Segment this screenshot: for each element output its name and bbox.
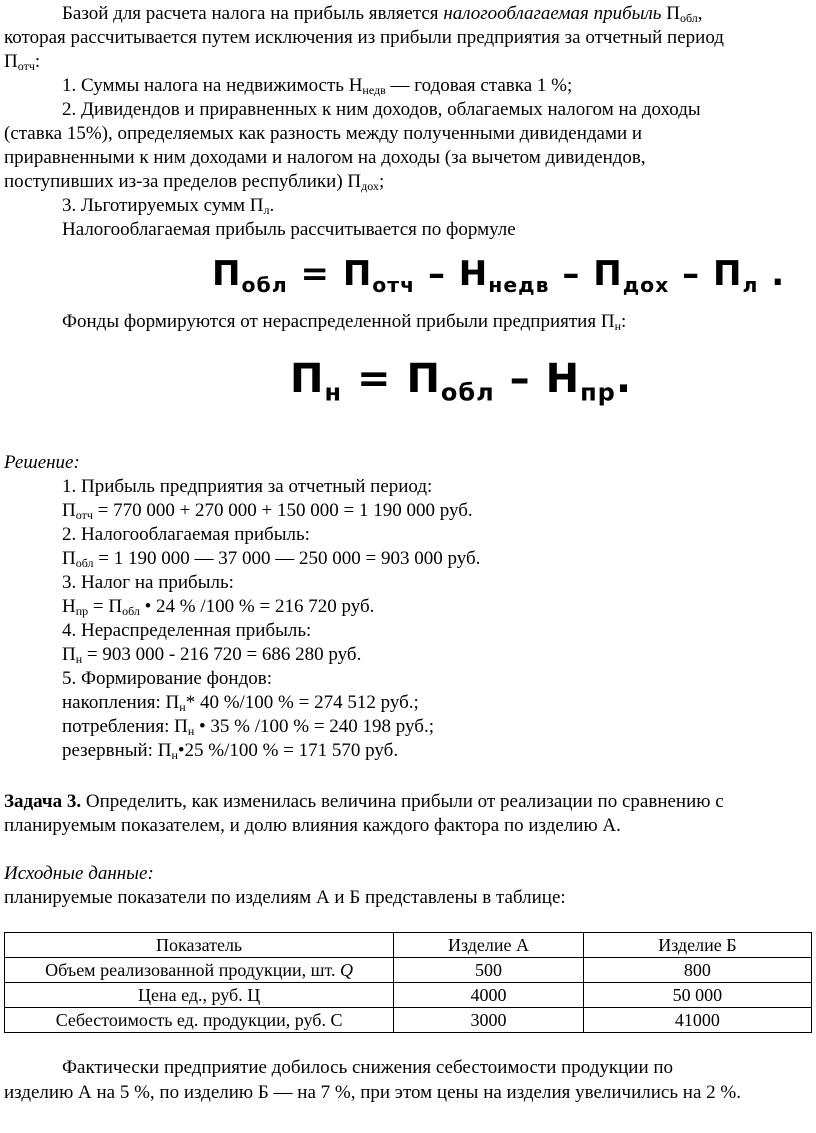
calc-sub: н: [75, 652, 83, 666]
table-cell: 800: [583, 958, 811, 983]
calc-sub: пр: [75, 604, 89, 618]
calc-symbol: П: [62, 644, 76, 665]
calc-expression: = 1 190 000 — 37 000 — 250 000 = 903 000 руб.: [93, 548, 481, 569]
table-header-cell: Изделие А: [394, 933, 584, 958]
calc-expression: = 903 000 - 216 720 = 686 280 руб.: [82, 644, 362, 665]
f2-sub: н: [324, 378, 343, 407]
item-2-text: поступивших из-за пределов республики) П: [4, 171, 362, 192]
table-row: [5, 1008, 812, 1033]
item-2-line-4: [4, 170, 384, 194]
item-2-line-1: 2. Дивидендов и приравненных к ним доходов, облагаемых налогом на доходы: [62, 99, 701, 120]
item-1-sub: недв: [362, 83, 386, 97]
formula-intro: Налогооблагаемая прибыль рассчитывается по формуле: [62, 219, 516, 240]
calc-sub: обл: [122, 604, 140, 618]
calc-expression: • 35 % /100 % = 240 198 руб.;: [194, 716, 434, 737]
task3-text: Определить, как изменилась величина прибыли от реализации по сравнению с: [81, 791, 724, 812]
formula-retained-profit: [290, 356, 633, 407]
row-label: Объем реализованной продукции, шт.: [45, 960, 340, 980]
f1-sub: обл: [241, 273, 288, 298]
fund-label: накопления: П: [62, 692, 180, 713]
solution-heading-text: Решение:: [4, 452, 80, 473]
item-2-sub: дох: [361, 179, 379, 193]
task3-label: Задача 3.: [4, 791, 82, 812]
solution-step-3-calc: [62, 595, 374, 619]
fund-accumulation: [62, 691, 419, 715]
table-cell: 500: [394, 958, 584, 983]
table-header-cell: Показатель: [5, 933, 394, 958]
funds-line: [62, 310, 626, 334]
solution-step-1-calc: [62, 499, 473, 523]
row-label: Себестоимость ед. продукции, руб. С: [55, 1010, 343, 1030]
solution-step-2-calc: [62, 547, 480, 571]
funds-sub: н: [614, 319, 621, 333]
f2-term: = П: [342, 356, 441, 402]
closing-line-2: изделию А на 5 %, по изделию Б — на 7 %, при этом цены на изделия увеличились на 2 %.: [4, 1082, 741, 1103]
table-cell: 41000: [583, 1008, 811, 1033]
f1-sub: недв: [488, 273, 550, 298]
f1-term: П: [212, 254, 242, 294]
intro-symbol-otch: П: [4, 51, 18, 72]
calc-sub: н: [171, 748, 178, 762]
f2-term: П: [290, 356, 325, 402]
f1-term: – П: [669, 254, 743, 294]
solution-step-5: 5. Формирование фондов:: [62, 668, 272, 689]
intro-colon: :: [34, 51, 41, 72]
fund-consumption: [62, 715, 434, 739]
calc-sub: н: [187, 724, 195, 738]
f1-sub: л: [742, 273, 759, 298]
planned-indicators-table: [4, 932, 812, 1033]
item-1-rest: — годовая ставка 1 %;: [385, 75, 573, 96]
intro-line-2: которая рассчитывается путем исключения из прибыли предприятия за отчетный период: [4, 27, 724, 48]
solution-step-1: 1. Прибыль предприятия за отчетный период:: [62, 476, 433, 497]
calc-symbol: = П: [88, 596, 123, 617]
item-2-punct: ;: [378, 171, 385, 192]
item-3: [62, 194, 274, 218]
funds-text: Фонды формируются от нераспределенной прибыли предприятия П: [62, 311, 615, 332]
calc-symbol: П: [62, 548, 76, 569]
intro-symbol-otch-sub: отч: [17, 59, 35, 73]
fund-label: резервный: П: [62, 740, 172, 761]
table-row: [5, 983, 812, 1008]
solution-step-4: 4. Нераспределенная прибыль:: [62, 620, 312, 641]
task3-line-1: [4, 790, 724, 814]
calc-expression: • 24 % /100 % = 216 720 руб.: [139, 596, 375, 617]
funds-colon: :: [620, 311, 627, 332]
calc-sub: н: [179, 700, 186, 714]
source-text: планируемые показатели по изделиям А и Б представлены в таблице:: [4, 887, 566, 908]
item-2-line-2: (ставка 15%), определяемых как разность между полученными дивидендами и: [4, 123, 643, 144]
row-label: Цена ед., руб. Ц: [137, 985, 261, 1005]
intro-punct: ,: [697, 3, 703, 24]
f1-term: – Н: [415, 254, 489, 294]
intro-term: налогооблагаемая прибыль: [443, 3, 662, 24]
item-3-sub: л: [263, 203, 270, 217]
f2-sub: пр: [580, 378, 616, 407]
formula-taxable-profit: [212, 254, 786, 298]
table-row: [5, 958, 812, 983]
calc-expression: = 770 000 + 270 000 + 150 000 = 1 190 000 руб.: [92, 500, 473, 521]
f1-sub: дох: [622, 273, 670, 298]
table-cell-label: [5, 983, 394, 1008]
table-header-row: [5, 933, 812, 958]
f2-term: .: [615, 356, 633, 402]
f1-sub: отч: [372, 273, 416, 298]
closing-line-1: Фактически предприятие добилось снижения себестоимости продукции по: [62, 1057, 674, 1078]
solution-heading: [4, 451, 80, 475]
intro-line-3: [4, 50, 40, 74]
fund-label: потребления: П: [62, 716, 188, 737]
table-header-cell: Изделие Б: [583, 933, 811, 958]
table-cell: 3000: [394, 1008, 584, 1033]
fund-reserve: [62, 739, 398, 763]
calc-expression: •25 %/100 % = 171 570 руб.: [177, 740, 399, 761]
item-3-punct: .: [269, 195, 275, 216]
calc-symbol: П: [62, 500, 76, 521]
calc-sub: обл: [75, 556, 94, 570]
f1-term: .: [758, 254, 786, 294]
solution-step-4-calc: [62, 643, 361, 667]
calc-sub: отч: [75, 508, 93, 522]
item-1: [62, 74, 572, 98]
item-2-line-3: приравненными к ним доходами и налогом на доходы (за вычетом дивидендов,: [4, 147, 646, 168]
calc-symbol: Н: [62, 596, 76, 617]
table-cell-label: [5, 958, 394, 983]
intro-symbol-sub: обл: [679, 11, 698, 25]
solution-step-3: 3. Налог на прибыль:: [62, 572, 234, 593]
solution-step-2: 2. Налогооблагаемая прибыль:: [62, 524, 310, 545]
table-cell: 50 000: [583, 983, 811, 1008]
f2-sub: обл: [440, 378, 495, 407]
source-heading: [4, 862, 154, 886]
item-3-text: 3. Льготируемых сумм П: [62, 195, 264, 216]
item-1-text: 1. Суммы налога на недвижимость Н: [62, 75, 363, 96]
intro-line-1: [62, 2, 702, 26]
f1-term: – П: [549, 254, 623, 294]
table-cell-label: [5, 1008, 394, 1033]
task3-line-2: планируемым показателем, и долю влияния каждого фактора по изделию А.: [4, 815, 621, 836]
table-cell: 4000: [394, 983, 584, 1008]
intro-symbol: П: [661, 3, 680, 24]
row-label-italic: Q: [339, 960, 353, 980]
f1-term: = П: [287, 254, 373, 294]
intro-text: Базой для расчета налога на прибыль является: [62, 3, 444, 24]
calc-expression: * 40 %/100 % = 274 512 руб.;: [185, 692, 419, 713]
source-heading-text: Исходные данные:: [4, 863, 154, 884]
f2-term: – Н: [494, 356, 581, 402]
